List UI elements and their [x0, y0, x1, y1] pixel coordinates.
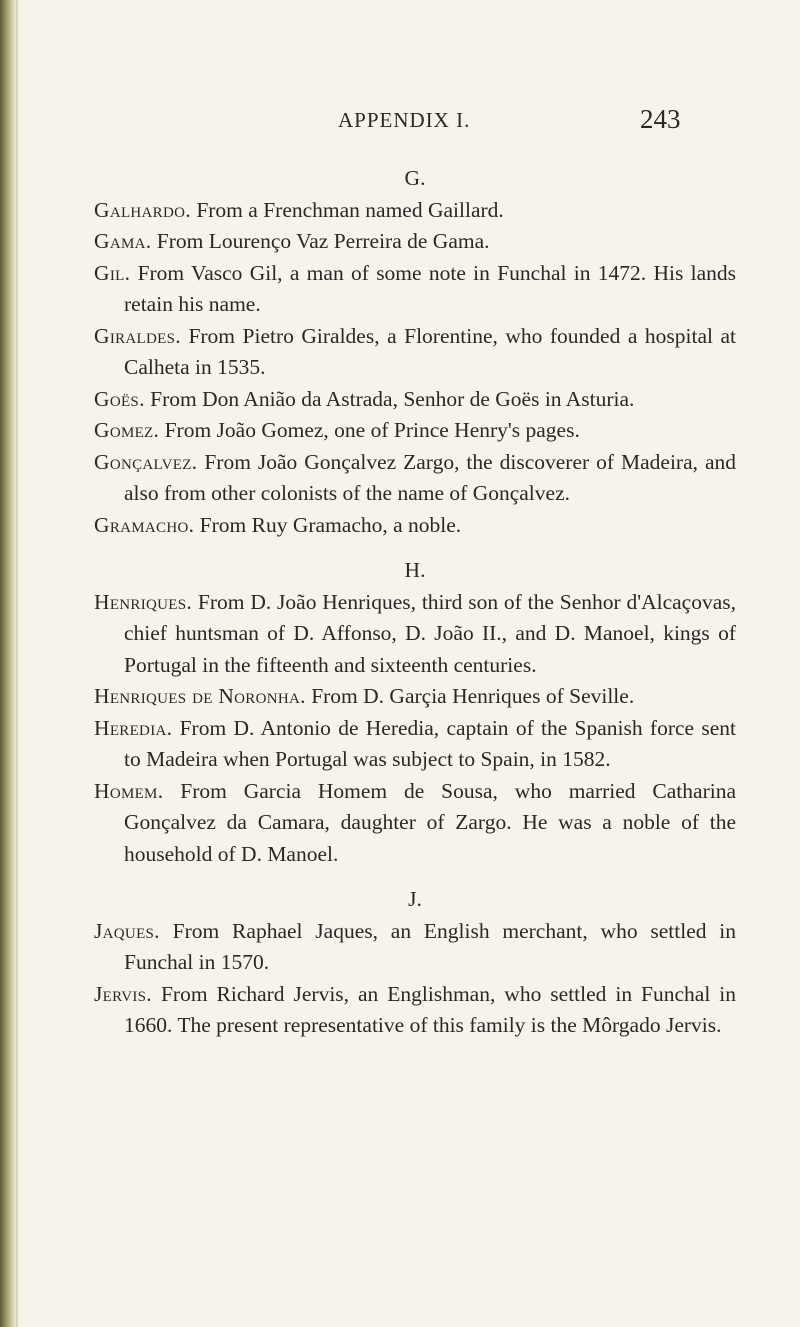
section-letter-g: G. [404, 166, 426, 190]
entry-text: From D. João Henriques, third son of the Senhor d'Alcaçovas, chief huntsman of D. Affonso, D. João II., and D. Manoel, kings of Portugal in the fifteenth and sixteenth centuries. [124, 589, 737, 677]
appendix-body [94, 163, 736, 1042]
entry-homem [94, 776, 736, 871]
entry-text: From Vasco Gil, a man of some note in Funchal in 1472. His lands retain his name. [124, 260, 736, 316]
entry-name: Jaques. [94, 918, 160, 943]
entry-goncalvez [94, 447, 736, 510]
entry-heredia [94, 713, 736, 776]
entry-text: From D. Garçia Henriques of Seville. [311, 684, 635, 708]
entry-giraldes [94, 321, 736, 384]
entry-jervis [94, 979, 736, 1042]
entry-henriques [94, 587, 736, 682]
entry-text: From Ruy Gramacho, a noble. [199, 512, 462, 537]
entry-text: From a Frenchman named Gaillard. [196, 197, 504, 222]
entry-text: From João Gonçalvez Zargo, the discoverer of Madeira, and also from other colonists of the name of Gonçalvez. [124, 449, 736, 505]
entry-name: Heredia. [94, 715, 173, 740]
entry-gomez [94, 415, 736, 447]
entry-text: From Pietro Giraldes, a Florentine, who founded a hospital at Calheta in 1535. [124, 323, 736, 379]
entry-name: Gil. [94, 260, 131, 285]
entry-text: From Don Anião da Astrada, Senhor de Goës in Asturia. [150, 386, 635, 411]
entry-name: Galhardo. [94, 197, 191, 222]
entry-name: Jervis. [94, 981, 152, 1006]
entry-name: Gomez. [94, 418, 160, 442]
entry-name: Homem. [94, 778, 164, 803]
page-gutter-shadow [0, 0, 16, 1327]
entry-name: Henriques. [94, 589, 193, 614]
entry-henriques-de-noronha [94, 681, 736, 713]
entry-gil [94, 258, 736, 321]
entry-name: Henriques de Noronha. [94, 684, 306, 708]
running-head: APPENDIX I. [338, 108, 471, 132]
page-header [0, 104, 800, 148]
section-letter-j: J. [408, 887, 422, 911]
entry-text: From Richard Jervis, an Englishman, who settled in Funchal in 1660. The present representative of this family is the Môrgado Jervis. [124, 981, 736, 1037]
page-gutter-edge [16, 0, 18, 1327]
page-number: 243 [640, 104, 681, 134]
entry-name: Gonçalvez. [94, 449, 198, 474]
entry-text: From Lourenço Vaz Perreira de Gama. [156, 229, 490, 253]
entry-text: From D. Antonio de Heredia, captain of the Spanish force sent to Madeira when Portugal was subject to Spain, in 1582. [124, 715, 736, 771]
entry-name: Gama. [94, 229, 152, 253]
entry-goes [94, 384, 736, 416]
entry-gama [94, 226, 736, 258]
entry-text: From Raphael Jaques, an English merchant, who settled in Funchal in 1570. [124, 918, 737, 974]
entry-name: Goës. [94, 386, 145, 411]
entry-galhardo [94, 195, 736, 227]
section-letter-h: H. [404, 558, 426, 582]
entry-jaques [94, 916, 736, 979]
entry-text: From João Gomez, one of Prince Henry's pages. [164, 418, 580, 442]
entry-name: Gramacho. [94, 512, 195, 537]
entry-text: From Garcia Homem de Sousa, who married Catharina Gonçalvez da Camara, daughter of Zargo. He was a noble of the household of D. Manoel. [124, 778, 736, 866]
entry-name: Giraldes. [94, 323, 181, 348]
entry-gramacho [94, 510, 736, 542]
